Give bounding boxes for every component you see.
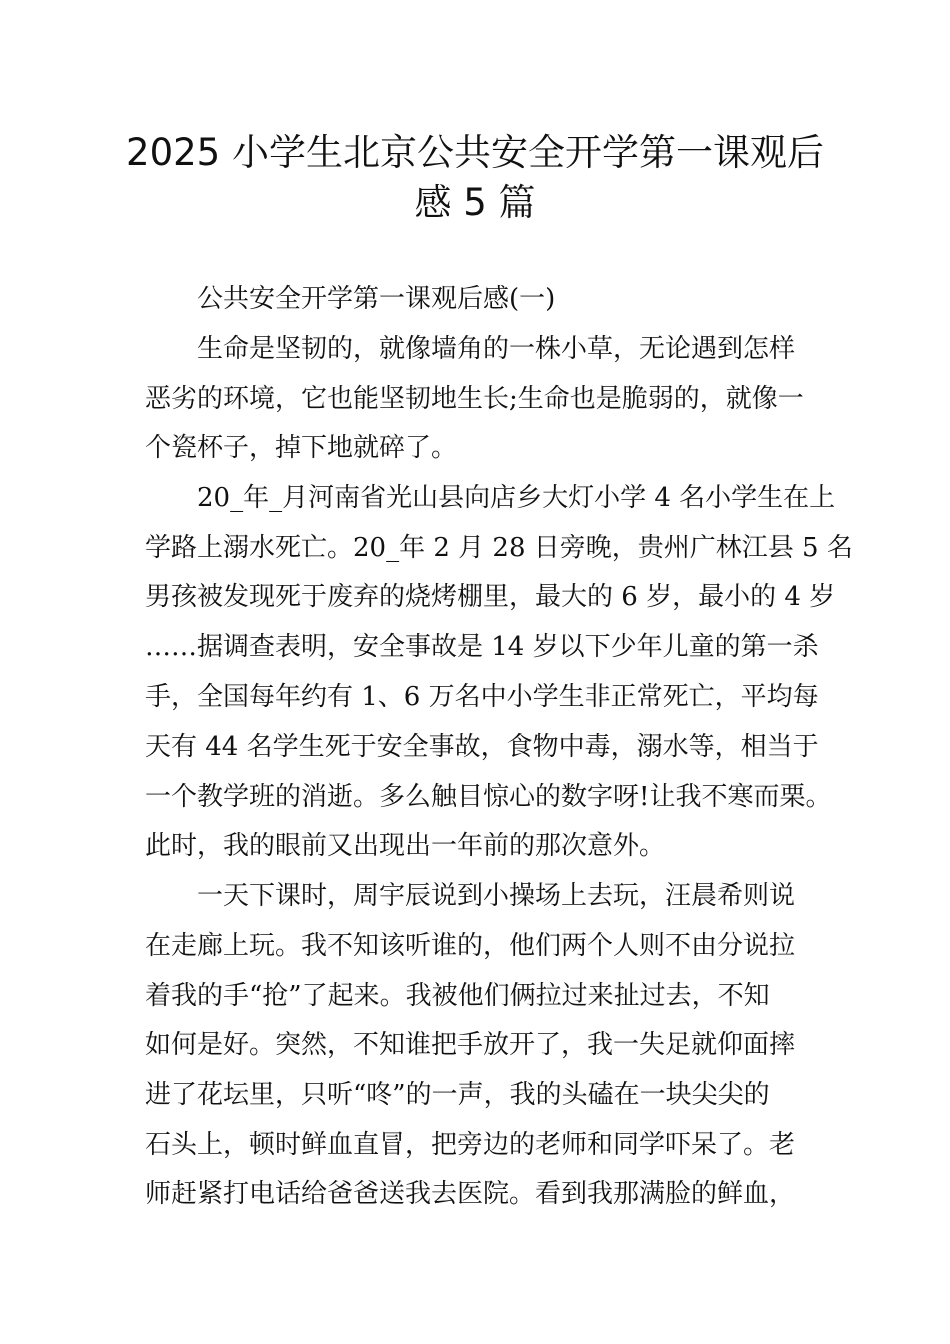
paragraph-line: 此时，我的眼前又出现出一年前的那次意外。 xyxy=(145,831,666,861)
paragraph-line: 师赶紧打电话给爸爸送我去医院。看到我那满脸的鲜血， xyxy=(145,1179,796,1209)
paragraph-line: 个瓷杯子，掉下地就碎了。 xyxy=(145,433,458,463)
paragraph-line: 石头上，顿时鲜血直冒，把旁边的老师和同学吓呆了。老 xyxy=(145,1130,796,1160)
paragraph-line: 进了花坛里，只听“咚”的一声，我的头磕在一块尖尖的 xyxy=(145,1080,770,1110)
paragraph-line: 一天下课时，周宇辰说到小操场上去玩，汪晨希则说 xyxy=(197,881,796,911)
paragraph-line: 男孩被发现死于废弃的烧烤棚里，最大的 6 岁，最小的 4 岁 xyxy=(145,582,836,612)
paragraph-line: 在走廊上玩。我不知该听谁的，他们两个人则不由分说拉 xyxy=(145,931,796,961)
paragraph-line: 恶劣的环境，它也能坚韧地生长;生命也是脆弱的，就像一 xyxy=(145,384,804,414)
paragraph-line: 学路上溺水死亡。20_年 2 月 28 日旁晚，贵州广林江县 5 名 xyxy=(145,533,853,563)
paragraph-line: 天有 44 名学生死于安全事故，食物中毒，溺水等，相当于 xyxy=(145,732,819,762)
paragraph-line: 一个教学班的消逝。多么触目惊心的数字呀!让我不寒而栗。 xyxy=(145,782,832,812)
paragraph-line: 如何是好。突然，不知谁把手放开了，我一失足就仰面摔 xyxy=(145,1030,796,1060)
paragraph-line: 着我的手“抢”了起来。我被他们俩拉过来扯过去，不知 xyxy=(145,981,770,1011)
section-heading: 公共安全开学第一课观后感(一) xyxy=(197,284,556,314)
document-title-line-1: 2025 小学生北京公共安全开学第一课观后 xyxy=(126,131,824,174)
document-title-line-2: 感 5 篇 xyxy=(414,181,536,224)
paragraph-line: ……据调查表明，安全事故是 14 岁以下少年儿童的第一杀 xyxy=(145,632,819,662)
paragraph-line: 生命是坚韧的，就像墙角的一株小草，无论遇到怎样 xyxy=(197,334,796,364)
paragraph-line: 20_年_月河南省光山县向店乡大灯小学 4 名小学生在上 xyxy=(197,483,836,513)
paragraph-line: 手，全国每年约有 1、6 万名中小学生非正常死亡，平均每 xyxy=(145,682,819,712)
